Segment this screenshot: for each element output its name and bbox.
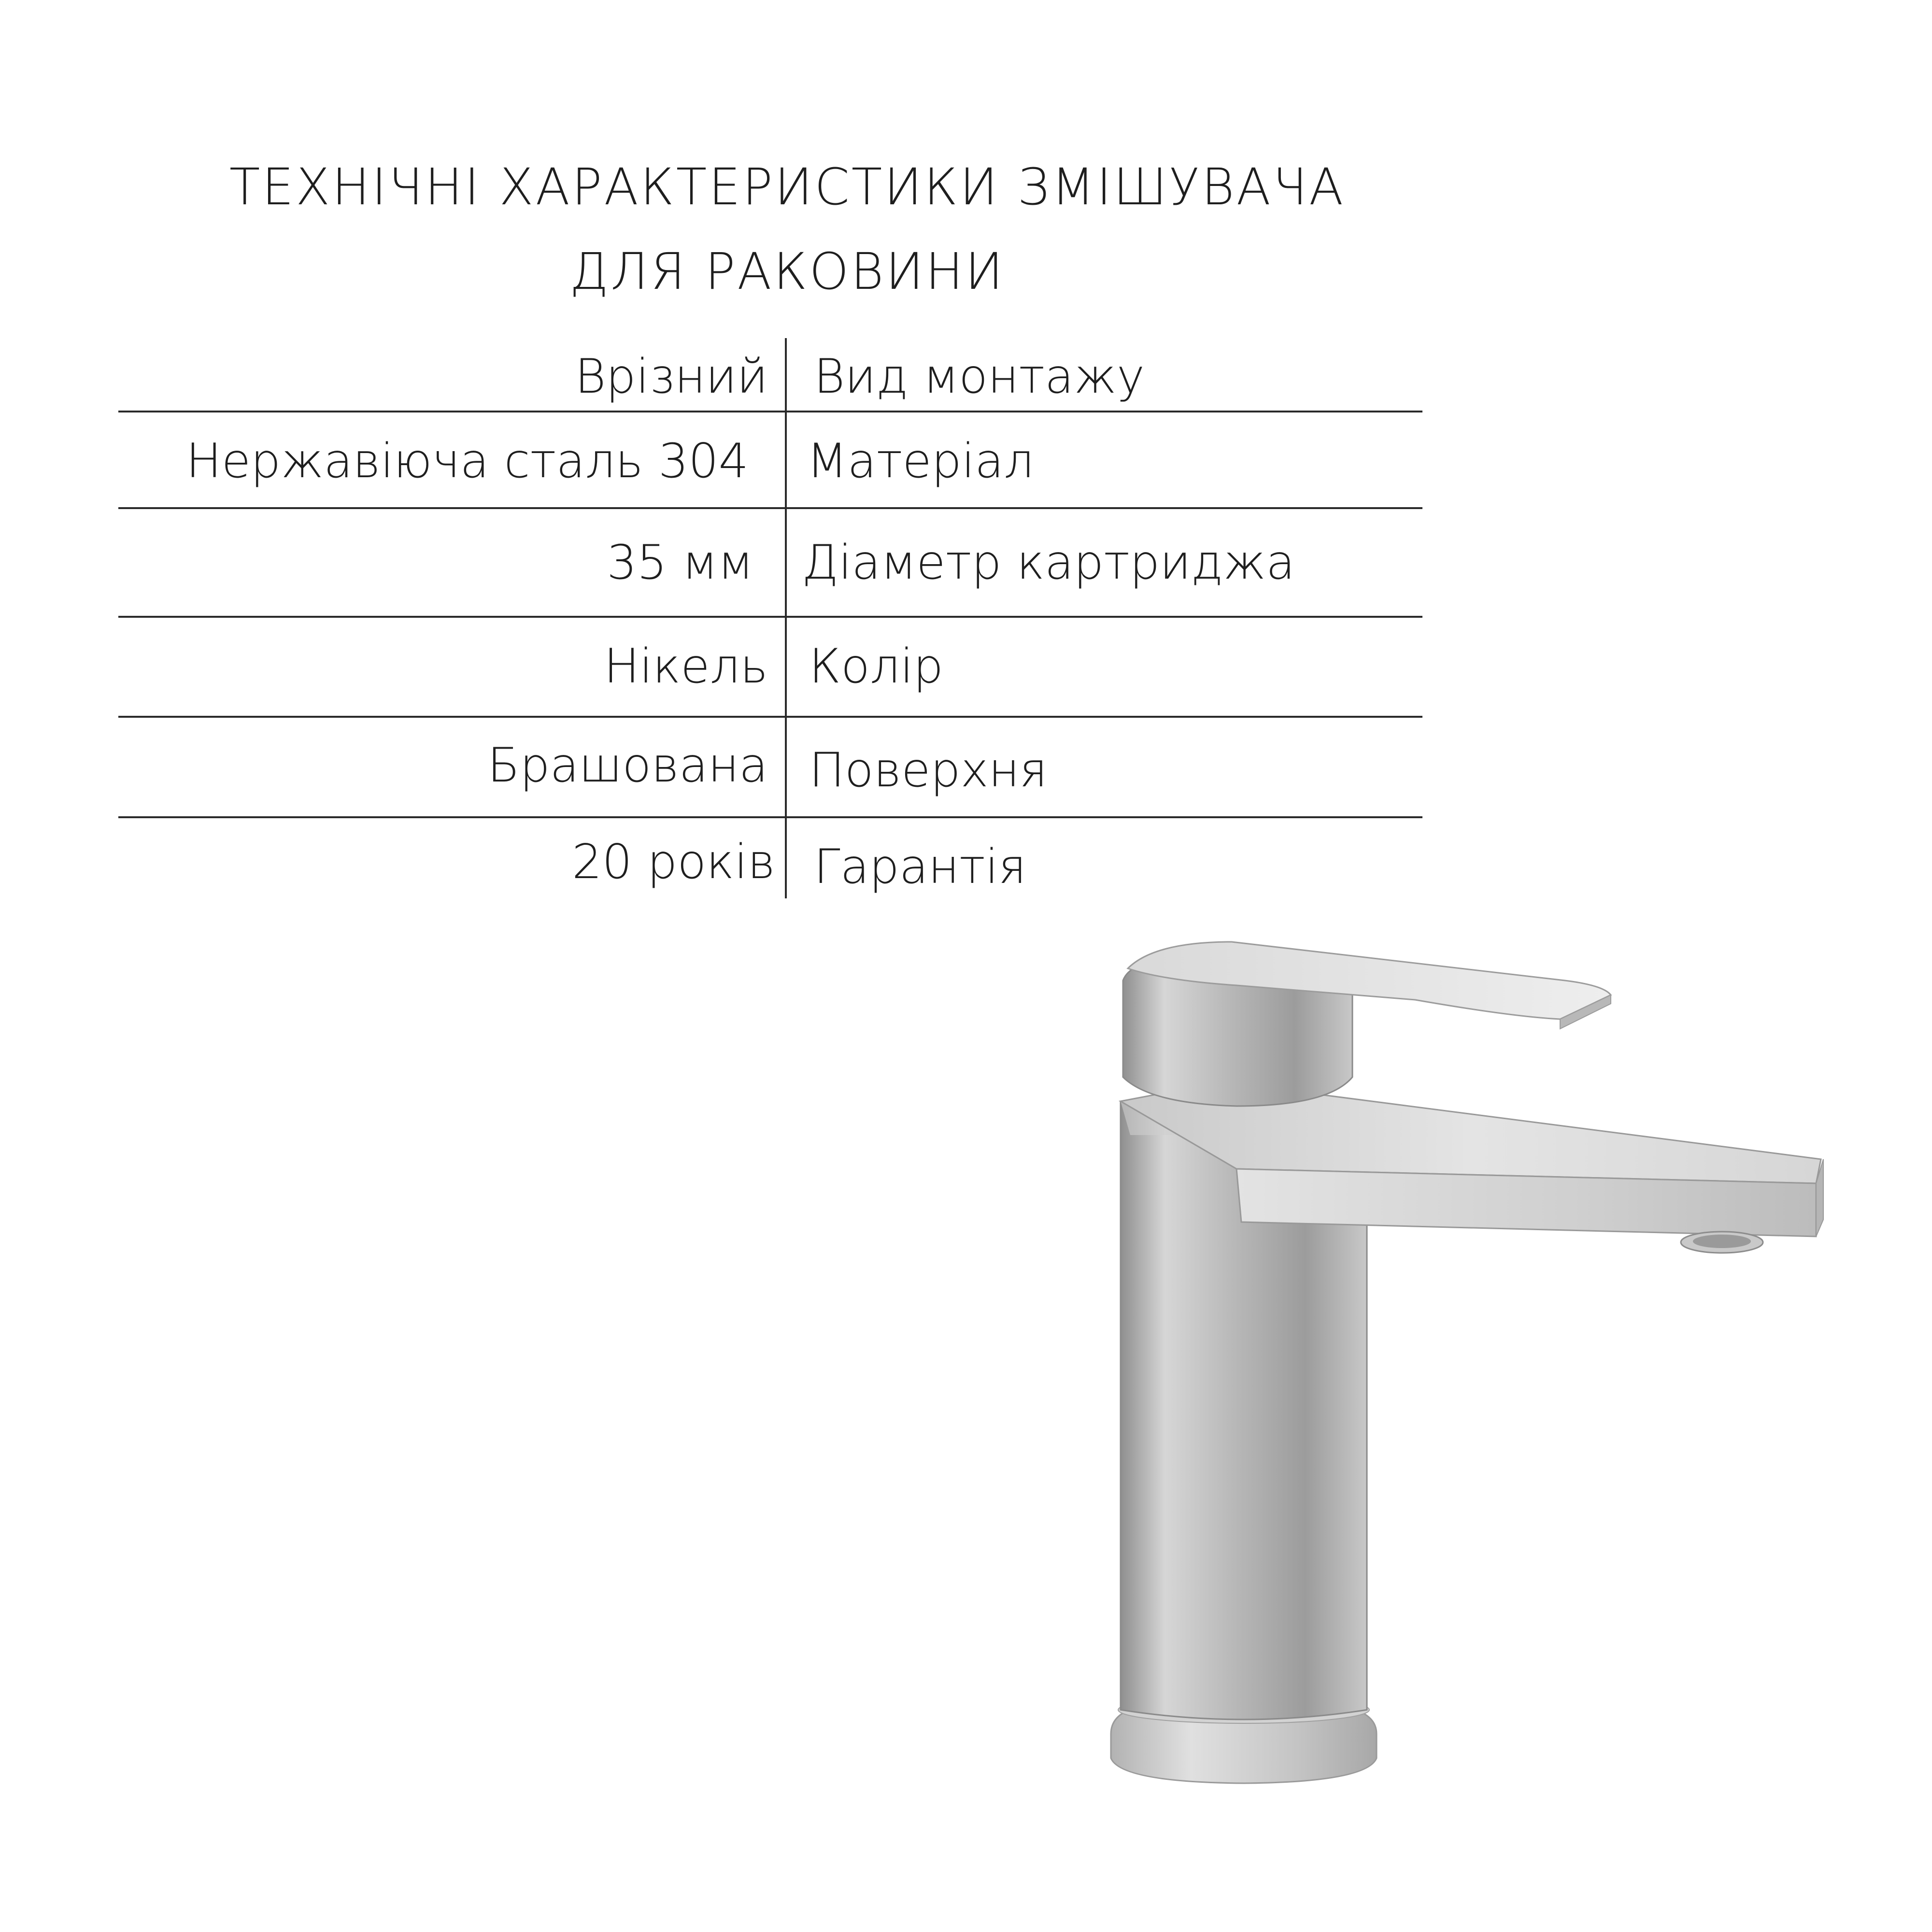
title-line-1: ТЕХНІЧНІ ХАРАКТЕРИСТИКИ ЗМІШУВАЧА bbox=[229, 157, 1346, 216]
spec-value-surface: Брашована bbox=[487, 738, 768, 793]
row-divider bbox=[118, 716, 1422, 718]
spec-label-material: Матеріал bbox=[807, 434, 1034, 489]
spec-table bbox=[118, 338, 1422, 898]
row-divider bbox=[118, 507, 1422, 509]
row-divider bbox=[118, 616, 1422, 618]
spec-value-color: Нікель bbox=[604, 639, 768, 694]
spec-label-color: Колір bbox=[809, 639, 944, 694]
spec-value-mounting: Врізний bbox=[575, 349, 768, 404]
spec-label-cartridge: Діаметр картриджа bbox=[802, 535, 1295, 590]
row-divider bbox=[118, 411, 1422, 412]
spec-label-surface: Поверхня bbox=[809, 743, 1048, 798]
spec-label-mounting: Вид монтажу bbox=[814, 349, 1145, 404]
spec-value-warranty: 20 років bbox=[572, 835, 775, 890]
row-divider bbox=[118, 816, 1422, 818]
faucet-image bbox=[1077, 932, 1835, 1811]
page-title bbox=[0, 145, 1575, 314]
spec-value-material: Нержавіюча сталь 304 bbox=[186, 434, 749, 489]
title-line-2: ДЛЯ РАКОВИНИ bbox=[569, 242, 1005, 301]
column-divider bbox=[785, 338, 787, 898]
spec-value-cartridge: 35 мм bbox=[607, 535, 753, 590]
spec-label-warranty: Гарантія bbox=[814, 839, 1026, 895]
